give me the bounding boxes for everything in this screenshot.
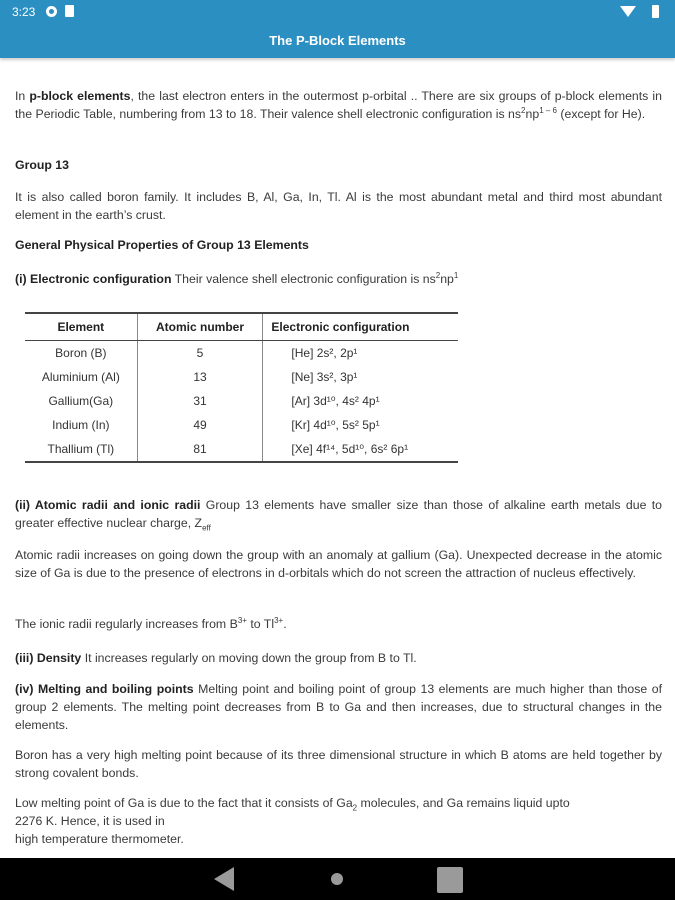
melting-paragraph: (iv) Melting and boiling points Melting point and boiling point of group 13 elements are much higher than those of group 2 elements. The melting point decreases from B to Ga and then increases, due to structural changes in the elements. xyxy=(15,682,662,732)
anomaly-paragraph: Atomic radii increases on going down the group with an anomaly at gallium (Ga). Unexpected decrease in the atomic size of Ga is due to the presence of electrons in d-orbitals which do not screen the attraction of nucleus effectively. xyxy=(15,548,662,580)
table-header-element: Element xyxy=(25,313,137,341)
status-bar xyxy=(0,0,675,24)
boron-melting-paragraph: Boron has a very high melting point because of its three dimensional structure in which B atoms are held together by strong covalent bonds. xyxy=(15,748,662,780)
group13-description: It is also called boron family. It includes B, Al, Ga, In, Tl. Al is the most abundant metal and third most abundant element in the earth’s crust. xyxy=(15,190,662,222)
back-icon[interactable] xyxy=(214,867,234,891)
ionic-radii-paragraph: The ionic radii regularly increases from $B^{3+}$ to $Tl^{3+}$. xyxy=(15,615,287,631)
electron-config-table xyxy=(25,312,458,463)
table-header-atomic-number: Atomic number xyxy=(137,313,263,341)
group13-heading: Group 13 xyxy=(15,158,69,172)
gallium-melting-paragraph: Low melting point of Ga is due to the fact that it consists of $Ga_2$ molecules, and Ga remains liquid upto 2276 K. Hence, it is used in high temperature thermometer. xyxy=(15,796,570,846)
electronic-config-paragraph: (i) Electronic configuration Their valence shell electronic configuration is $ns^2np^1$ xyxy=(15,270,459,286)
table-row: Aluminium (Al) 13 [Ne] 3s², 3p¹ xyxy=(25,365,458,389)
intro-paragraph: In p-block elements, the last electron enters in the outermost p-orbital .. There are six groups of p-block elements in the Periodic Table, numbering from 13 to 18. Their valence shell electronic configuration is $ns^2np^{1 - 6}$ (except for He). xyxy=(15,89,662,121)
table-row: Boron (B) 5 [He] 2s², 2p¹ xyxy=(25,341,458,366)
status-time: 3:23 xyxy=(12,5,36,19)
table-row: Indium (In) 49 [Kr] 4d¹⁰, 5s² 5p¹ xyxy=(25,413,458,437)
navigation-bar xyxy=(0,858,675,900)
recent-apps-icon[interactable] xyxy=(437,867,463,893)
atomic-radii-paragraph: (ii) Atomic radii and ionic radii Group 13 elements have smaller size than those of alkaline earth metals due to greater effective nuclear charge, $Z_{eff}$ xyxy=(15,498,663,533)
table-row: Thallium (Tl) 81 [Xe] 4f¹⁴, 5d¹⁰, 6s² 6p¹ xyxy=(25,437,458,462)
app-bar xyxy=(0,24,675,58)
density-paragraph: (iii) Density It increases regularly on moving down the group from B to Tl. xyxy=(15,651,417,665)
table-header-config: Electronic configuration xyxy=(263,313,458,341)
sd-card-icon xyxy=(65,5,74,17)
table-row: Gallium(Ga) 31 [Ar] 3d¹⁰, 4s² 4p¹ xyxy=(25,389,458,413)
battery-icon xyxy=(652,5,659,18)
properties-heading: General Physical Properties of Group 13 Elements xyxy=(15,238,309,252)
wifi-icon xyxy=(620,6,636,17)
page-title: The P-Block Elements xyxy=(269,33,406,48)
gear-icon xyxy=(46,6,57,17)
home-icon[interactable] xyxy=(331,873,343,885)
